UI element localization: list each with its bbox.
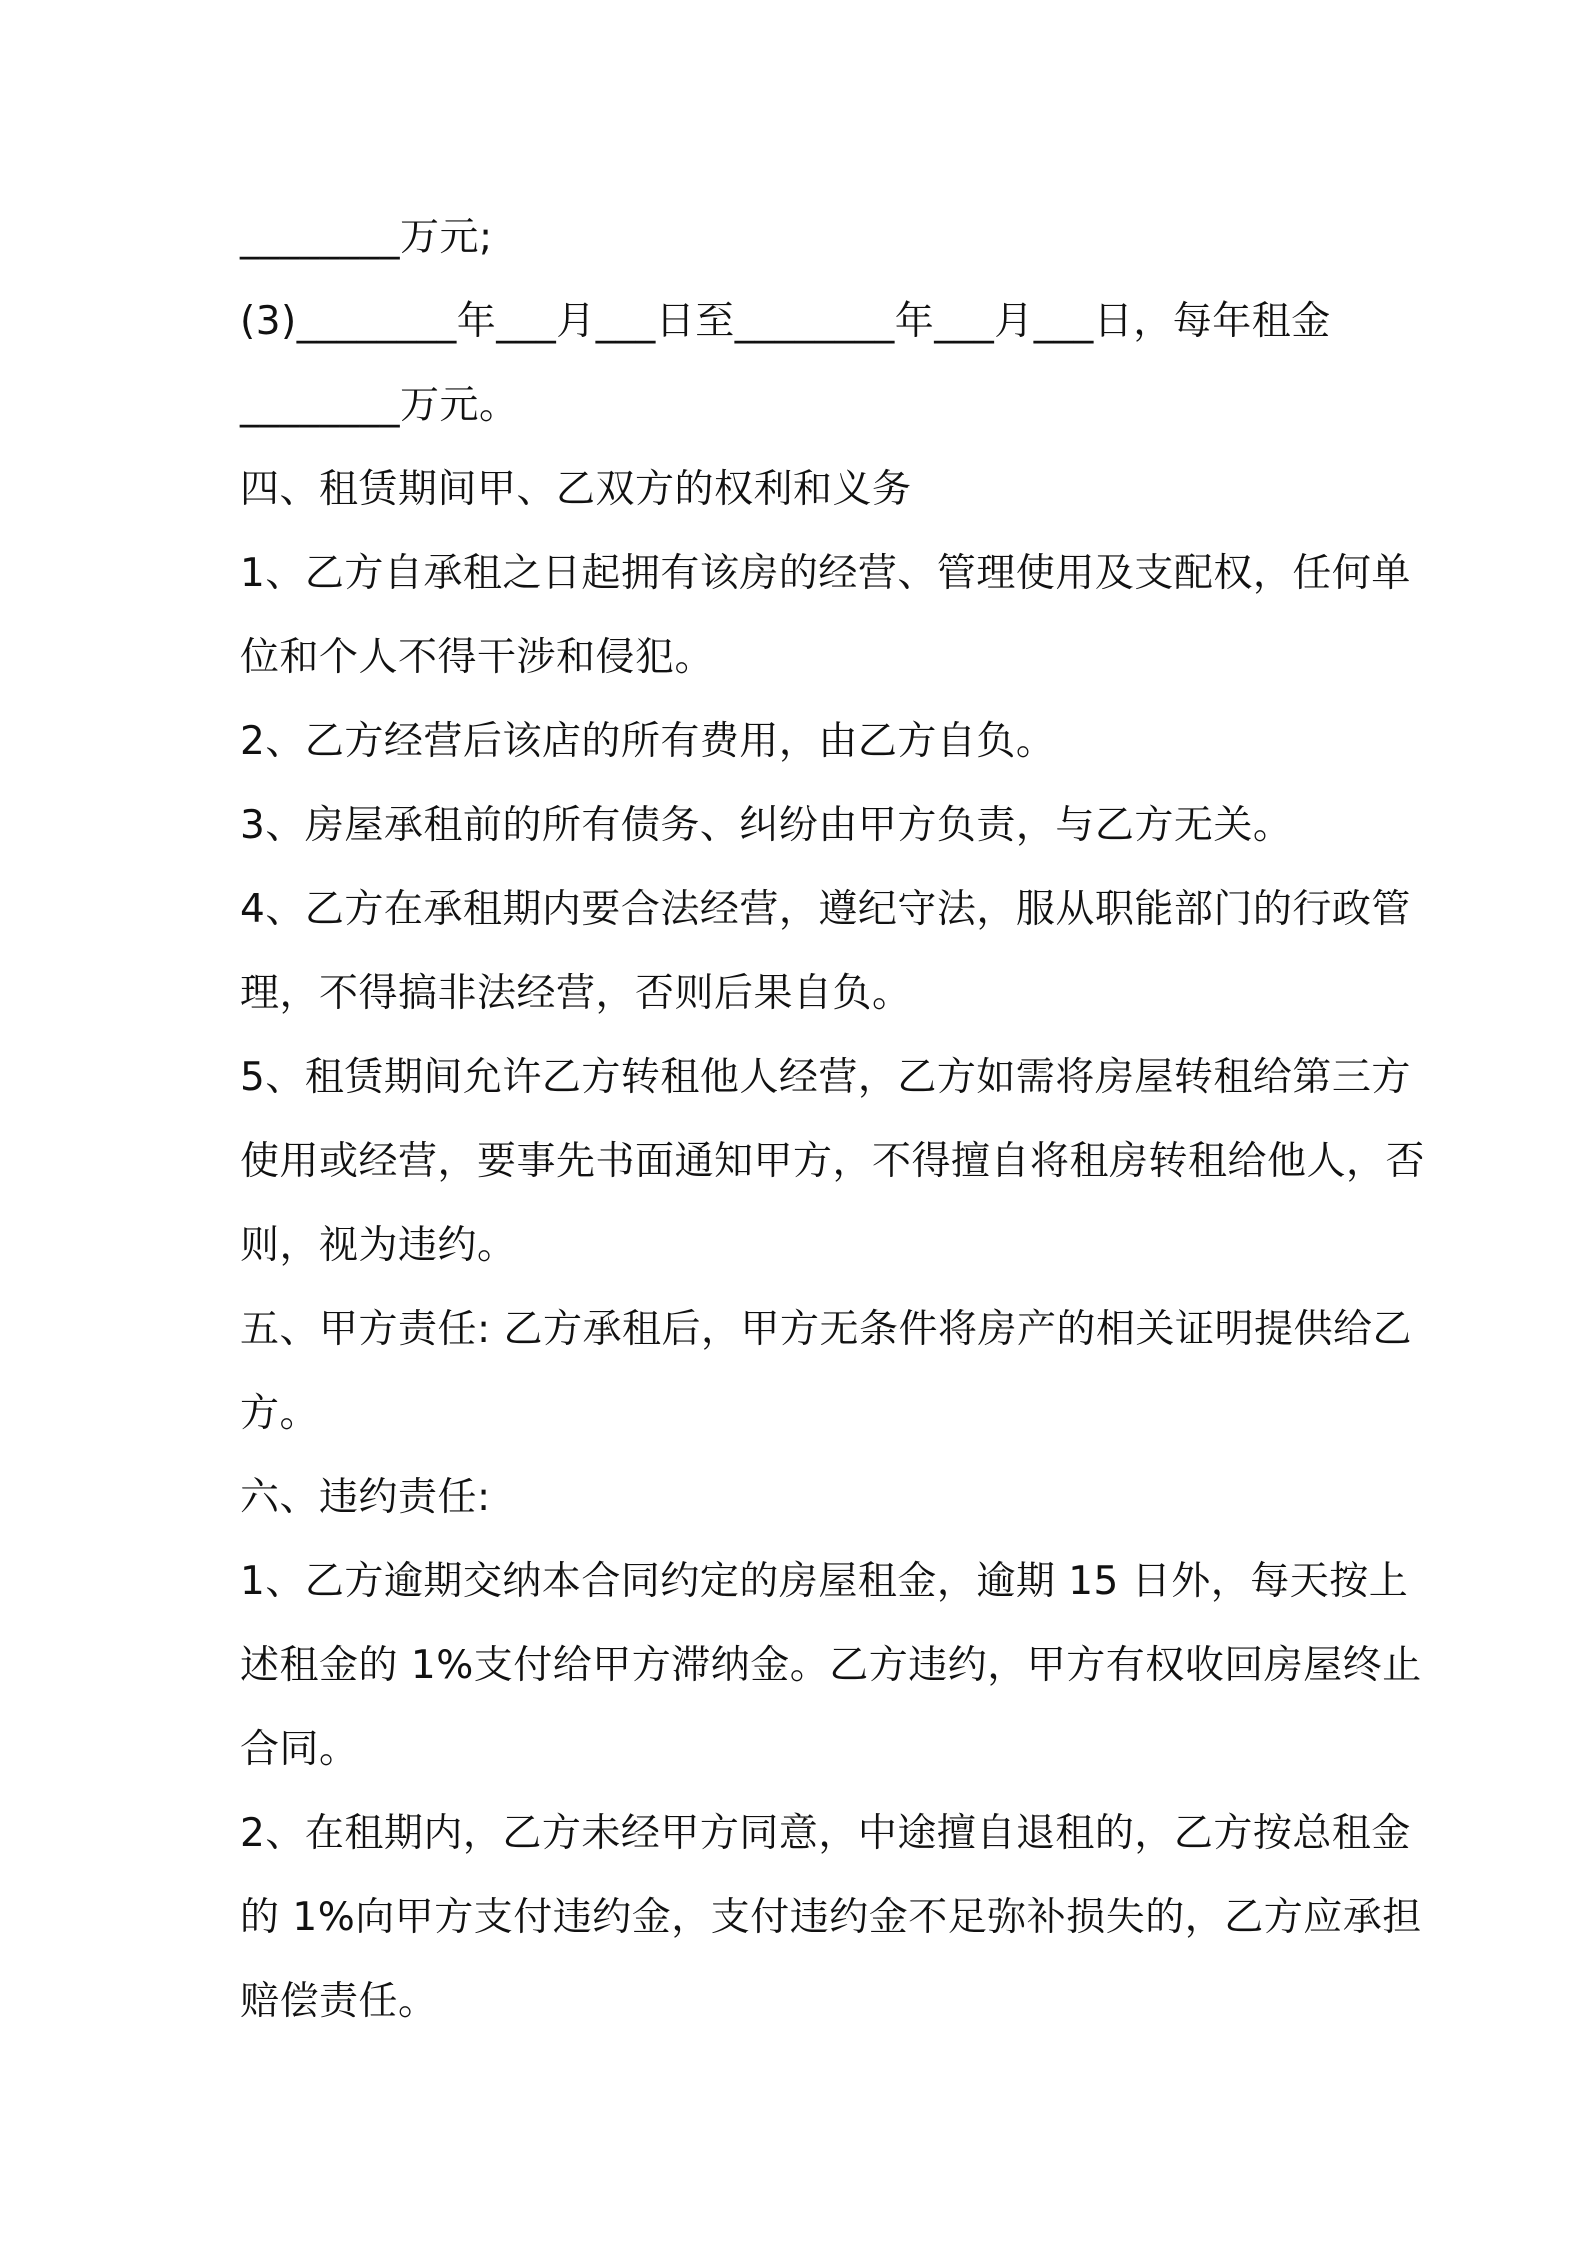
clause-4-5-line-2: 使用或经营，要事先书面通知甲方，不得擅自将租房转租给他人，否: [240, 1139, 1426, 1184]
clause-4-5-line-1: 5、租赁期间允许乙方转租他人经营，乙方如需将房屋转租给第三方: [240, 1055, 1411, 1100]
clause-4-1-line-2: 位和个人不得干涉和侵犯。: [240, 635, 715, 680]
rent-period-3-line: (3)________年___月___日至________年___月___日，每年租金: [240, 299, 1331, 344]
section-6-heading: 六、违约责任:: [240, 1475, 491, 1520]
clause-6-2-line-2: 的 1%向甲方支付违约金，支付违约金不足弥补损失的，乙方应承担: [240, 1895, 1422, 1940]
clause-4-4-line-2: 理，不得搞非法经营，否则后果自负。: [240, 971, 912, 1016]
rent-amount-line-2: ________万元;: [240, 215, 493, 260]
clause-4-4-line-1: 4、乙方在承租期内要合法经营，遵纪守法，服从职能部门的行政管: [240, 887, 1411, 932]
clause-6-2-line-1: 2、在租期内，乙方未经甲方同意，中途擅自退租的，乙方按总租金: [240, 1811, 1411, 1856]
clause-6-2-line-3: 赔偿责任。: [240, 1979, 438, 2024]
rent-amount-line-3: ________万元。: [240, 383, 519, 428]
clause-4-2: 2、乙方经营后该店的所有费用，由乙方自负。: [240, 719, 1056, 764]
clause-6-1-line-1: 1、乙方逾期交纳本合同约定的房屋租金，逾期 15 日外，每天按上: [240, 1559, 1409, 1604]
clause-6-1-line-3: 合同。: [240, 1727, 359, 1772]
clause-4-3: 3、房屋承租前的所有债务、纠纷由甲方负责，与乙方无关。: [240, 803, 1293, 848]
clause-4-5-line-3: 则，视为违约。: [240, 1223, 517, 1268]
document-body: [240, 196, 1426, 2044]
clause-6-1-line-2: 述租金的 1%支付给甲方滞纳金。乙方违约，甲方有权收回房屋终止: [240, 1643, 1422, 1688]
section-5-line-1: 五、甲方责任: 乙方承租后，甲方无条件将房产的相关证明提供给乙: [240, 1307, 1413, 1352]
clause-4-1-line-1: 1、乙方自承租之日起拥有该房的经营、管理使用及支配权，任何单: [240, 551, 1411, 596]
section-5-line-2: 方。: [240, 1391, 320, 1436]
section-4-heading: 四、租赁期间甲、乙双方的权利和义务: [240, 467, 912, 512]
